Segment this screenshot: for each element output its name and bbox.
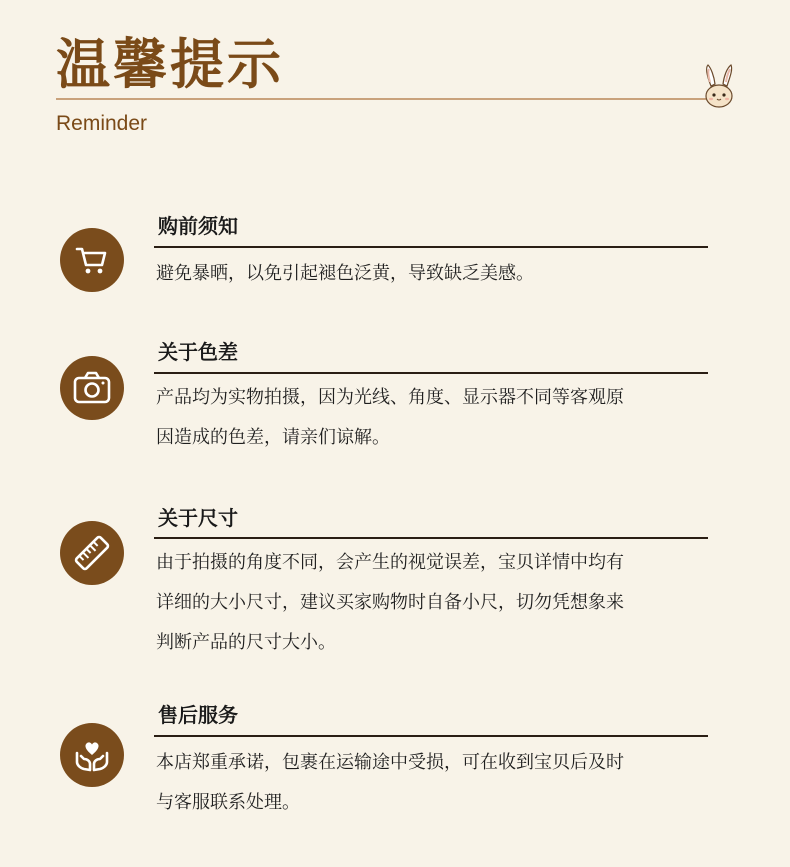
- shopping-cart-icon: [60, 228, 124, 292]
- section-text-line: 详细的大小尺寸，建议买家购物时自备小尺，切勿凭想象来: [156, 592, 624, 613]
- section-divider: [154, 372, 708, 374]
- ruler-icon: [60, 521, 124, 585]
- section-text-line: 本店郑重承诺，包裹在运输途中受损，可在收到宝贝后及时: [156, 752, 624, 773]
- section-text-line: 产品均为实物拍摄，因为光线、角度、显示器不同等客观原: [156, 387, 624, 408]
- page-title: 温馨提示: [56, 33, 284, 96]
- section-text-line: 与客服联系处理。: [156, 792, 300, 813]
- heart-hands-icon: [60, 723, 124, 787]
- page-subtitle: Reminder: [56, 112, 148, 135]
- camera-icon: [60, 356, 124, 420]
- section-title: 关于尺寸: [158, 506, 238, 530]
- section-body: [156, 543, 712, 663]
- title-divider: [56, 98, 706, 100]
- section-title: 售后服务: [158, 703, 238, 727]
- section-text-line: 避免暴晒，以免引起褪色泛黄，导致缺乏美感。: [156, 263, 534, 284]
- section-title: 购前须知: [158, 214, 238, 238]
- section-text-line: 因造成的色差，请亲们谅解。: [156, 427, 390, 448]
- section-text-line: 由于拍摄的角度不同，会产生的视觉误差，宝贝详情中均有: [156, 552, 624, 573]
- section-title: 关于色差: [158, 340, 238, 364]
- section-body: [156, 743, 712, 823]
- section-divider: [154, 246, 708, 248]
- section-body: [156, 378, 712, 458]
- section-body: [156, 254, 712, 294]
- section-divider: [154, 537, 708, 539]
- rabbit-icon: [697, 62, 741, 112]
- section-text-line: 判断产品的尺寸大小。: [156, 632, 336, 653]
- section-divider: [154, 735, 708, 737]
